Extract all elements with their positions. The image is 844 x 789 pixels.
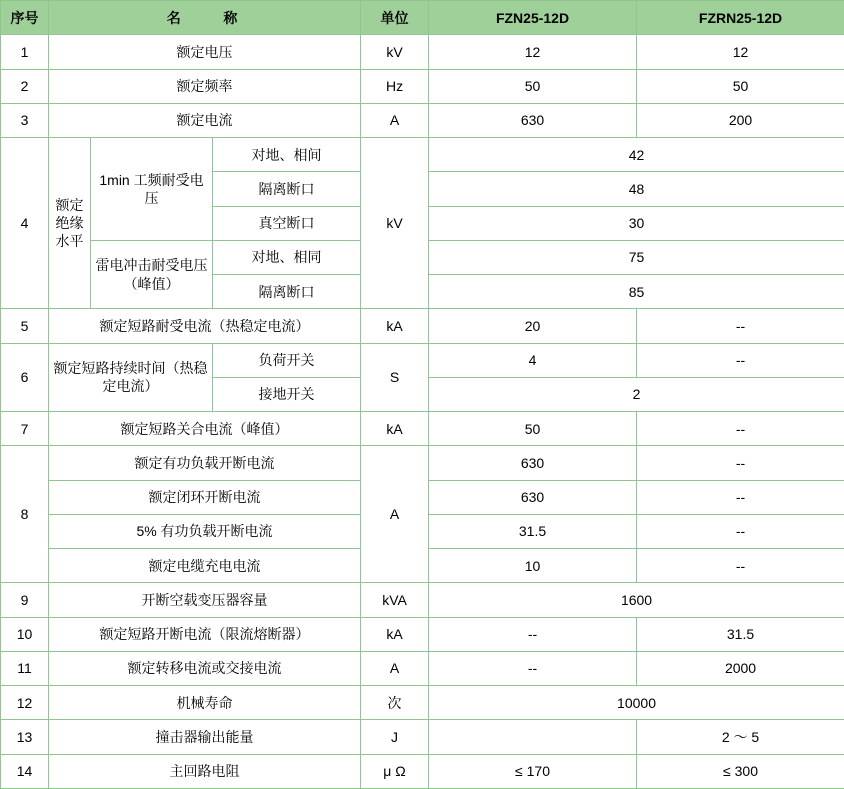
row-value-fzrn: 50 — [637, 69, 844, 103]
subgroup-label: 1min 工频耐受电压 — [91, 138, 213, 241]
header-model-fzn: FZN25-12D — [429, 1, 637, 35]
table-row — [1, 343, 844, 377]
table-row — [1, 651, 844, 685]
sub-item-value: 85 — [429, 275, 844, 309]
row-value-fzrn: -- — [637, 549, 844, 583]
table-row — [1, 617, 844, 651]
table-row — [1, 754, 844, 789]
sub-item-name: 额定电缆充电电流 — [49, 549, 361, 583]
row-name: 额定短路开断电流（限流熔断器） — [49, 617, 361, 651]
sub-item-value: 48 — [429, 172, 844, 206]
table-row — [1, 103, 844, 137]
row-value-fzrn: 12 — [637, 35, 844, 69]
sub-item-name: 额定闭环开断电流 — [49, 480, 361, 514]
row-group-label: 额定绝缘水平 — [49, 138, 91, 309]
table-row — [1, 412, 844, 446]
row-value-fzn: 12 — [429, 35, 637, 69]
row-unit: S — [361, 343, 429, 412]
row-unit: kVA — [361, 583, 429, 617]
row-no: 6 — [1, 343, 49, 412]
row-value-fzn: 630 — [429, 103, 637, 137]
row-no: 1 — [1, 35, 49, 69]
row-unit: kA — [361, 309, 429, 343]
row-value-fzrn: 200 — [637, 103, 844, 137]
sub-item-name: 接地开关 — [213, 377, 361, 411]
row-value-fzrn: -- — [637, 309, 844, 343]
row-no: 5 — [1, 309, 49, 343]
row-value-fzrn: 2 ～ 5 — [637, 720, 844, 754]
row-no: 9 — [1, 583, 49, 617]
row-name: 撞击器输出能量 — [49, 720, 361, 754]
row-name: 额定转移电流或交接电流 — [49, 651, 361, 685]
row-no: 10 — [1, 617, 49, 651]
sub-item-name: 额定有功负载开断电流 — [49, 446, 361, 480]
table-header-row — [1, 1, 844, 35]
table-row — [1, 686, 844, 720]
table-row — [1, 69, 844, 103]
row-value-merged: 1600 — [429, 583, 844, 617]
row-unit: kV — [361, 35, 429, 69]
sub-item-name: 5% 有功负载开断电流 — [49, 514, 361, 548]
header-name: 名 称 — [49, 1, 361, 35]
row-value-fzrn: -- — [637, 446, 844, 480]
row-name: 额定电压 — [49, 35, 361, 69]
row-unit: kV — [361, 138, 429, 309]
header-unit: 单位 — [361, 1, 429, 35]
sub-item-name: 隔离断口 — [213, 275, 361, 309]
sub-item-name: 真空断口 — [213, 206, 361, 240]
table-row — [1, 309, 844, 343]
row-name: 额定电流 — [49, 103, 361, 137]
row-value-fzrn: 2000 — [637, 651, 844, 685]
row-no: 8 — [1, 446, 49, 583]
row-value-fzn: 630 — [429, 446, 637, 480]
row-value-fzn: 50 — [429, 69, 637, 103]
row-value-fzrn: -- — [637, 412, 844, 446]
table-row — [1, 446, 844, 480]
row-name: 额定频率 — [49, 69, 361, 103]
row-unit: 次 — [361, 686, 429, 720]
row-unit: A — [361, 103, 429, 137]
row-no: 12 — [1, 686, 49, 720]
row-value-fzrn: ≤ 300 — [637, 754, 844, 789]
row-value-merged: 2 — [429, 377, 844, 411]
row-name: 开断空载变压器容量 — [49, 583, 361, 617]
row-value-fzrn: -- — [637, 514, 844, 548]
row-no: 3 — [1, 103, 49, 137]
row-value-fzrn: 31.5 — [637, 617, 844, 651]
table-row — [1, 720, 844, 754]
row-value-fzn: ≤ 170 — [429, 754, 637, 789]
sub-item-value: 75 — [429, 240, 844, 274]
row-name: 额定短路耐受电流（热稳定电流） — [49, 309, 361, 343]
row-unit: kA — [361, 412, 429, 446]
row-name: 额定短路关合电流（峰值） — [49, 412, 361, 446]
subgroup-label: 雷电冲击耐受电压（峰值） — [91, 240, 213, 309]
sub-item-value: 30 — [429, 206, 844, 240]
row-value-fzn: -- — [429, 651, 637, 685]
row-value-fzn: 20 — [429, 309, 637, 343]
row-value-fzn — [429, 720, 637, 754]
table-row — [1, 583, 844, 617]
row-unit: Hz — [361, 69, 429, 103]
row-unit: J — [361, 720, 429, 754]
row-unit: μ Ω — [361, 754, 429, 789]
row-value-fzn: 31.5 — [429, 514, 637, 548]
row-no: 2 — [1, 69, 49, 103]
header-no: 序号 — [1, 1, 49, 35]
sub-item-value: 42 — [429, 138, 844, 172]
row-name: 机械寿命 — [49, 686, 361, 720]
row-value-fzn: 10 — [429, 549, 637, 583]
sub-item-name: 对地、相同 — [213, 240, 361, 274]
row-value-fzn: 4 — [429, 343, 637, 377]
header-model-fzrn: FZRN25-12D — [637, 1, 844, 35]
sub-item-name: 对地、相间 — [213, 138, 361, 172]
row-value-fzn: 630 — [429, 480, 637, 514]
row-no: 14 — [1, 754, 49, 789]
row-name: 额定短路持续时间（热稳定电流） — [49, 343, 213, 412]
sub-item-name: 隔离断口 — [213, 172, 361, 206]
row-unit: kA — [361, 617, 429, 651]
row-value-fzn: 50 — [429, 412, 637, 446]
row-no: 7 — [1, 412, 49, 446]
row-value-merged: 10000 — [429, 686, 844, 720]
row-value-fzn: -- — [429, 617, 637, 651]
table-row — [1, 138, 844, 172]
sub-item-name: 负荷开关 — [213, 343, 361, 377]
row-value-fzrn: -- — [637, 480, 844, 514]
table-row — [1, 35, 844, 69]
row-no: 13 — [1, 720, 49, 754]
row-unit: A — [361, 651, 429, 685]
row-no: 4 — [1, 138, 49, 309]
row-no: 11 — [1, 651, 49, 685]
row-value-fzrn: -- — [637, 343, 844, 377]
row-name: 主回路电阻 — [49, 754, 361, 789]
row-unit: A — [361, 446, 429, 583]
